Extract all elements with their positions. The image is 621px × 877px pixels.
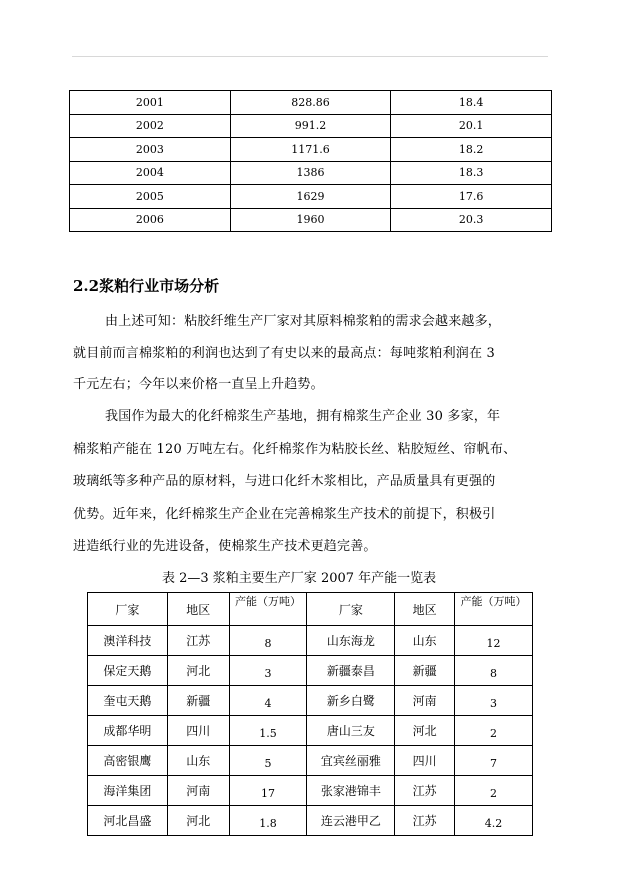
page-header-rule	[72, 56, 548, 57]
manufacturer-cell: 澳洋科技	[88, 626, 168, 656]
yearly-data-table	[69, 90, 552, 232]
table-row	[70, 114, 552, 138]
value-cell: 1171.6	[230, 138, 391, 162]
rate-cell: 20.1	[391, 114, 552, 138]
manufacturer-cell: 唐山三友	[307, 716, 395, 746]
section-heading: 2.2浆粕行业市场分析	[73, 277, 220, 295]
manufacturer-cell: 奎屯天鹅	[88, 686, 168, 716]
paragraph-1-line-3: 千元左右；今年以来价格一直呈上升趋势。	[73, 377, 324, 392]
manufacturer-cell: 新乡白鹭	[307, 686, 395, 716]
rate-cell: 18.4	[391, 91, 552, 115]
manufacturer-cell: 宜宾丝丽雅	[307, 746, 395, 776]
header-cell-manufacturer: 厂家	[307, 593, 395, 626]
region-cell: 新疆	[167, 686, 229, 716]
capacity-cell: 4.2	[455, 806, 533, 836]
header-cell-manufacturer: 厂家	[88, 593, 168, 626]
manufacturer-cell: 成都华明	[88, 716, 168, 746]
region-cell: 河北	[167, 656, 229, 686]
paragraph-2-line-5: 进造纸行业的先进设备，使棉浆生产技术更趋完善。	[73, 539, 377, 554]
paragraph-1-line-2: 就目前而言棉浆粕的利润也达到了有史以来的最高点：每吨浆粕利润在 3	[73, 346, 496, 361]
table-caption: 表 2—3 浆粕主要生产厂家 2007 年产能一览表	[162, 571, 437, 586]
rate-cell: 18.2	[391, 138, 552, 162]
capacity-cell: 1.5	[229, 716, 307, 746]
region-cell: 山东	[395, 626, 455, 656]
value-cell: 1629	[230, 185, 391, 209]
value-cell: 991.2	[230, 114, 391, 138]
manufacturer-cell: 河北昌盛	[88, 806, 168, 836]
header-cell-region: 地区	[167, 593, 229, 626]
region-cell: 河北	[395, 716, 455, 746]
capacity-cell: 3	[455, 686, 533, 716]
region-cell: 山东	[167, 746, 229, 776]
table-row	[88, 776, 533, 806]
table-row	[88, 656, 533, 686]
producer-capacity-table	[87, 592, 533, 836]
year-cell: 2001	[70, 91, 231, 115]
region-cell: 江苏	[395, 776, 455, 806]
capacity-cell: 2	[455, 716, 533, 746]
manufacturer-cell: 连云港甲乙	[307, 806, 395, 836]
table-row	[88, 716, 533, 746]
manufacturer-cell: 山东海龙	[307, 626, 395, 656]
capacity-cell: 2	[455, 776, 533, 806]
header-cell-capacity: 产能（万吨）	[455, 593, 533, 626]
capacity-cell: 1.8	[229, 806, 307, 836]
year-cell: 2003	[70, 138, 231, 162]
region-cell: 四川	[167, 716, 229, 746]
year-cell: 2002	[70, 114, 231, 138]
manufacturer-cell: 高密银鹰	[88, 746, 168, 776]
region-cell: 江苏	[395, 806, 455, 836]
capacity-cell: 3	[229, 656, 307, 686]
region-cell: 河南	[395, 686, 455, 716]
year-cell: 2006	[70, 208, 231, 232]
value-cell: 1960	[230, 208, 391, 232]
table-row	[88, 806, 533, 836]
capacity-cell: 4	[229, 686, 307, 716]
header-row	[88, 593, 533, 626]
manufacturer-cell: 保定天鹅	[88, 656, 168, 686]
table-row	[70, 91, 552, 115]
manufacturer-cell: 海洋集团	[88, 776, 168, 806]
paragraph-2-line-3: 玻璃纸等多种产品的原材料，与进口化纤木浆相比，产品质量具有更强的	[73, 474, 496, 489]
capacity-cell: 5	[229, 746, 307, 776]
year-cell: 2005	[70, 185, 231, 209]
region-cell: 河北	[167, 806, 229, 836]
year-cell: 2004	[70, 161, 231, 185]
manufacturer-cell: 新疆泰昌	[307, 656, 395, 686]
capacity-cell: 12	[455, 626, 533, 656]
table-row	[88, 686, 533, 716]
value-cell: 1386	[230, 161, 391, 185]
region-cell: 新疆	[395, 656, 455, 686]
rate-cell: 18.3	[391, 161, 552, 185]
region-cell: 河南	[167, 776, 229, 806]
table-row	[70, 208, 552, 232]
region-cell: 江苏	[167, 626, 229, 656]
paragraph-2-line-4: 优势。近年来，化纤棉浆生产企业在完善棉浆生产技术的前提下，积极引	[73, 507, 496, 522]
header-cell-capacity: 产能（万吨）	[229, 593, 307, 626]
region-cell: 四川	[395, 746, 455, 776]
capacity-cell: 17	[229, 776, 307, 806]
header-cell-region: 地区	[395, 593, 455, 626]
table-row	[70, 185, 552, 209]
table-row	[70, 161, 552, 185]
rate-cell: 17.6	[391, 185, 552, 209]
capacity-cell: 7	[455, 746, 533, 776]
value-cell: 828.86	[230, 91, 391, 115]
paragraph-2-line-1: 我国作为最大的化纤棉浆生产基地，拥有棉浆生产企业 30 多家，年	[105, 409, 501, 424]
paragraph-1-line-1: 由上述可知：粘胶纤维生产厂家对其原料棉浆粕的需求会越来越多，	[105, 314, 502, 329]
table-row	[88, 626, 533, 656]
table-row	[70, 138, 552, 162]
capacity-cell: 8	[455, 656, 533, 686]
table-row	[88, 746, 533, 776]
paragraph-2-line-2: 棉浆粕产能在 120 万吨左右。化纤棉浆作为粘胶长丝、粘胶短丝、帘帆布、	[73, 442, 517, 457]
rate-cell: 20.3	[391, 208, 552, 232]
manufacturer-cell: 张家港锦丰	[307, 776, 395, 806]
capacity-cell: 8	[229, 626, 307, 656]
